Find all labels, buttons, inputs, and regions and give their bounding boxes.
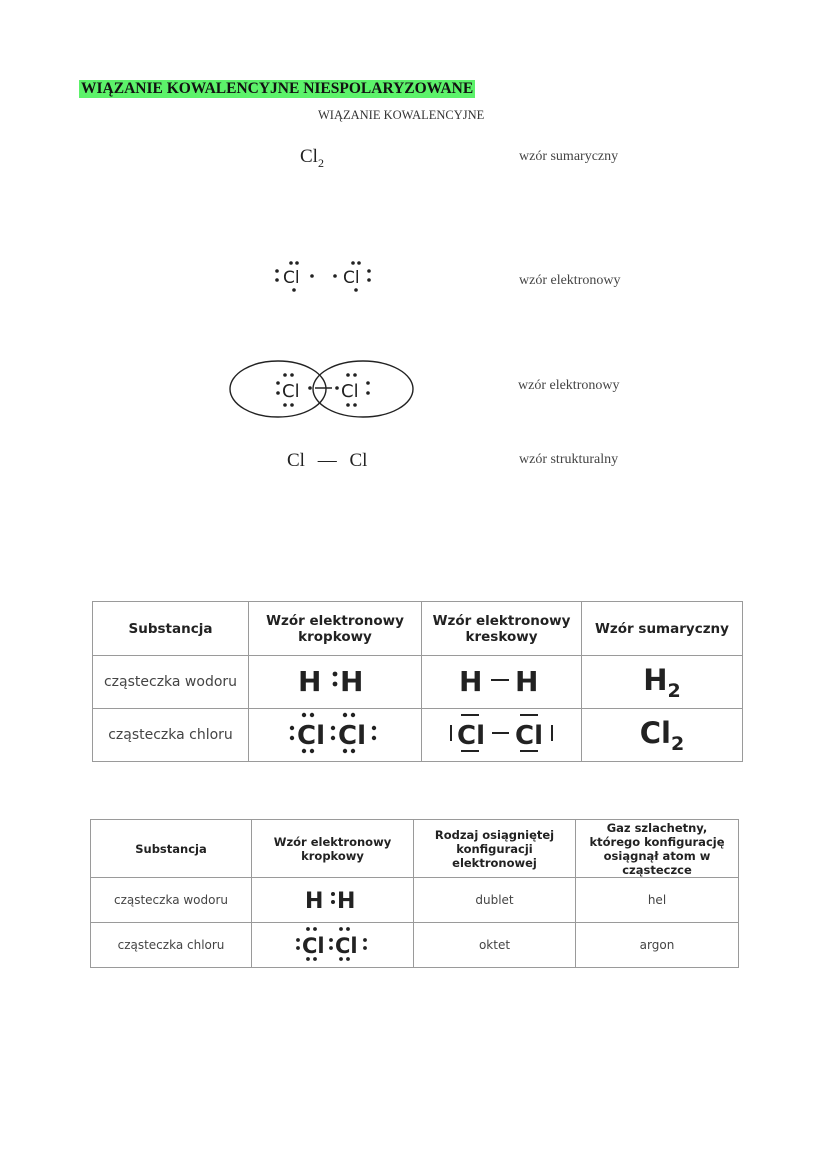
dot-atom-right: H bbox=[340, 665, 364, 698]
label-electron-formula-2: wzór elektronowy bbox=[518, 378, 620, 393]
substance-cell: cząsteczka wodoru bbox=[91, 878, 252, 923]
atom-label-left: Cl bbox=[283, 268, 300, 288]
dot-formula-cell bbox=[249, 709, 422, 762]
formula-symbol: Cl bbox=[639, 715, 671, 750]
dash-atom-right: H bbox=[514, 665, 538, 698]
dot-formula-cell bbox=[252, 923, 414, 968]
dash-atom-left: H bbox=[458, 665, 482, 698]
header-molecular-formula: Wzór sumaryczny bbox=[582, 602, 743, 656]
noble-gas-cell: argon bbox=[576, 923, 739, 968]
atom-label-right: Cl bbox=[343, 268, 360, 288]
atom-label-right: Cl bbox=[341, 381, 359, 402]
dot-atom-left: Cl bbox=[297, 721, 325, 751]
header-configuration-type: Rodzaj osiągniętej konfiguracji elektronowej bbox=[414, 820, 576, 878]
structural-formula bbox=[287, 450, 367, 472]
page-title: WIĄZANIE KOWALENCYJNE NIESPOLARYZOWANE bbox=[81, 80, 474, 97]
substance-cell: cząsteczka chloru bbox=[93, 709, 249, 762]
dash-atom-right: Cl bbox=[514, 721, 543, 751]
label-electron-formula-1: wzór elektronowy bbox=[519, 273, 621, 288]
cl2-dash-formula bbox=[448, 709, 556, 757]
header-substance: Substancja bbox=[91, 820, 252, 878]
molecular-formula-cell bbox=[582, 656, 743, 709]
cl2-dot-formula bbox=[285, 709, 385, 757]
h2-dot-formula bbox=[295, 660, 375, 700]
substance-cell: cząsteczka chloru bbox=[91, 923, 252, 968]
configuration-cell: oktet bbox=[414, 923, 576, 968]
configuration-table bbox=[90, 819, 739, 968]
table-header-row bbox=[93, 602, 743, 656]
dot-atom-right: Cl bbox=[338, 721, 366, 751]
cl2-formula bbox=[639, 715, 685, 755]
dash-atom-left: Cl bbox=[456, 721, 485, 751]
formulas-table bbox=[92, 601, 743, 762]
atom-label-left: Cl bbox=[282, 381, 300, 402]
structural-atom-right: Cl bbox=[349, 450, 368, 471]
dash-formula-cell bbox=[422, 709, 582, 762]
formula-symbol: H bbox=[643, 662, 668, 697]
structural-bond: — bbox=[317, 450, 337, 471]
summary-formula-symbol: Cl bbox=[300, 146, 318, 167]
h2-dash-formula bbox=[457, 660, 547, 700]
dot-atom-left: H bbox=[304, 888, 323, 914]
overlapping-orbitals-diagram bbox=[228, 357, 418, 421]
separate-atoms-electron-diagram bbox=[265, 258, 385, 298]
summary-formula-subscript: 2 bbox=[317, 155, 324, 170]
h2-dot-formula bbox=[303, 883, 363, 915]
section-subtitle: WIĄZANIE KOWALENCYJNE bbox=[318, 108, 485, 122]
dot-atom-left: Cl bbox=[301, 933, 325, 958]
dot-atom-right: Cl bbox=[334, 933, 358, 958]
dot-formula-cell bbox=[252, 878, 414, 923]
header-noble-gas: Gaz szlachetny, którego konfigurację osiągnął atom w cząsteczce bbox=[576, 820, 739, 878]
substance-cell: cząsteczka wodoru bbox=[93, 656, 249, 709]
structural-atom-left: Cl bbox=[287, 450, 305, 471]
formula-subscript: 2 bbox=[671, 732, 685, 755]
table-header-row bbox=[91, 820, 739, 878]
header-substance: Substancja bbox=[93, 602, 249, 656]
dot-atom-left: H bbox=[298, 665, 322, 698]
table-row bbox=[93, 656, 743, 709]
dot-atom-right: H bbox=[336, 888, 355, 914]
formula-subscript: 2 bbox=[667, 679, 681, 702]
cl2-dot-formula bbox=[293, 924, 373, 964]
dot-formula-cell bbox=[249, 656, 422, 709]
dash-formula-cell bbox=[422, 656, 582, 709]
orbital-left bbox=[230, 361, 326, 417]
label-structural-formula: wzór strukturalny bbox=[519, 452, 619, 467]
orbital-right bbox=[313, 361, 413, 417]
header-dash-formula: Wzór elektronowy kreskowy bbox=[422, 602, 582, 656]
h2-formula bbox=[643, 662, 681, 702]
summary-formula bbox=[300, 146, 324, 171]
configuration-cell: dublet bbox=[414, 878, 576, 923]
header-dot-formula: Wzór elektronowy kropkowy bbox=[252, 820, 414, 878]
molecular-formula-cell bbox=[582, 709, 743, 762]
header-dot-formula: Wzór elektronowy kropkowy bbox=[249, 602, 422, 656]
noble-gas-cell: hel bbox=[576, 878, 739, 923]
table-row bbox=[91, 923, 739, 968]
table-row bbox=[91, 878, 739, 923]
table-row bbox=[93, 709, 743, 762]
label-summary-formula: wzór sumaryczny bbox=[519, 149, 619, 164]
